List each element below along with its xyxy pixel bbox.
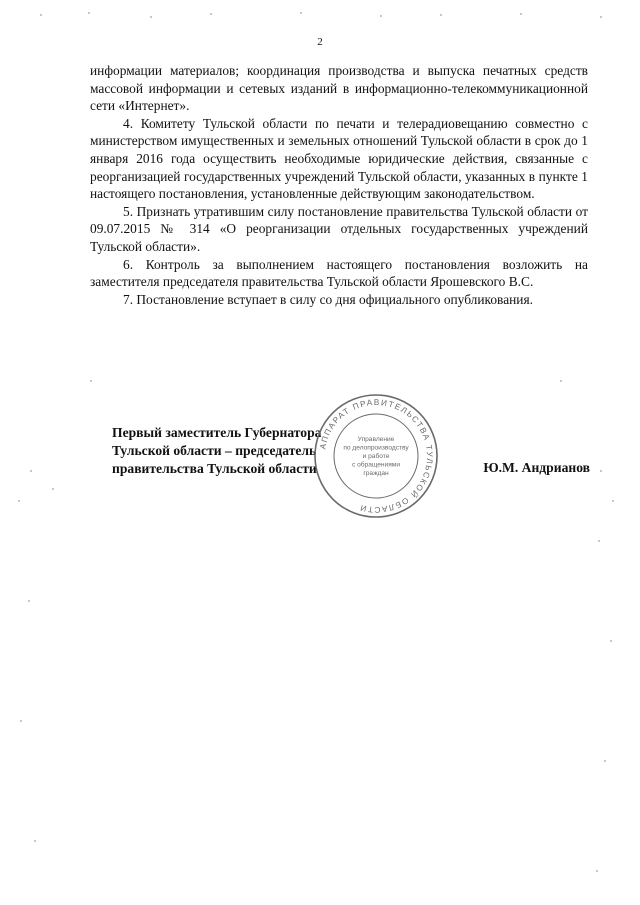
scan-speck (604, 760, 606, 762)
signer-title-line-3: правительства Тульской области (112, 460, 317, 476)
scan-speck (18, 500, 20, 502)
paragraph-item-4: 4. Комитету Тульской области по печати и телерадиовещанию совместно с министерством имущественных и земельных отношений Тульской области в срок до 1 января 2016 года осуществить необходимые юридические действия, связанные с реорганизацией государственных учреждений Тульской области, указанных в пункте 1 настоящего постановления, установленные действующим законодательством. (90, 115, 588, 202)
signer-name: Ю.М. Андрианов (483, 460, 590, 475)
seal-center-line: по делопроизводству (343, 444, 409, 452)
scan-speck (30, 470, 32, 472)
scan-speck (40, 14, 42, 16)
official-seal-stamp (312, 392, 440, 520)
scan-speck (596, 870, 598, 872)
scan-speck (88, 12, 90, 14)
paragraph-item-6: 6. Контроль за выполнением настоящего постановления возложить на заместителя председателя правительства Тульской области Ярошевского В.С. (90, 256, 588, 290)
scan-speck (300, 12, 302, 14)
scan-speck (600, 16, 602, 18)
scan-speck (598, 540, 600, 542)
scan-speck (34, 840, 36, 842)
signer-title-line-1: Первый заместитель Губернатора (112, 425, 322, 440)
scan-speck (90, 380, 92, 382)
paragraph-item-5: 5. Признать утратившим силу постановление правительства Тульской области от 09.07.2015 № 314 «О реорганизации отдельных государственных учреждений Тульской области». (90, 203, 588, 254)
seal-icon (312, 392, 440, 520)
document-body (90, 62, 588, 308)
scan-speck (380, 15, 382, 17)
scan-speck (150, 16, 152, 18)
page-number: 2 (317, 36, 323, 48)
seal-center-line: и работе (362, 453, 390, 460)
scan-speck (610, 640, 612, 642)
scan-speck (52, 488, 54, 490)
signer-title-line-2: Тульской области – председатель (112, 442, 317, 458)
seal-center-line: с обращениями (351, 461, 401, 469)
paragraph-continuation: информации материалов; координация производства и выпуска печатных средств массовой информации и сетевых изданий в информационно-телекоммуникационной сети «Интернет». (90, 63, 588, 114)
scan-speck (20, 720, 22, 722)
svg-text:АППАРАТ ПРАВИТЕЛЬСТВА ТУЛЬСКОЙ: АППАРАТ ПРАВИТЕЛЬСТВА ТУЛЬСКОЙ ОБЛАСТИ (318, 397, 435, 515)
scan-speck (440, 14, 442, 16)
scan-speck (520, 13, 522, 15)
scan-speck (28, 600, 30, 602)
scan-speck (210, 13, 212, 15)
seal-center-line: граждан (363, 469, 389, 477)
paragraph-item-7: 7. Постановление вступает в силу со дня официального опубликования. (123, 291, 533, 307)
scan-speck (560, 380, 562, 382)
seal-center-line: Управление (357, 436, 395, 444)
scan-speck (612, 500, 614, 502)
scan-speck (600, 470, 602, 472)
